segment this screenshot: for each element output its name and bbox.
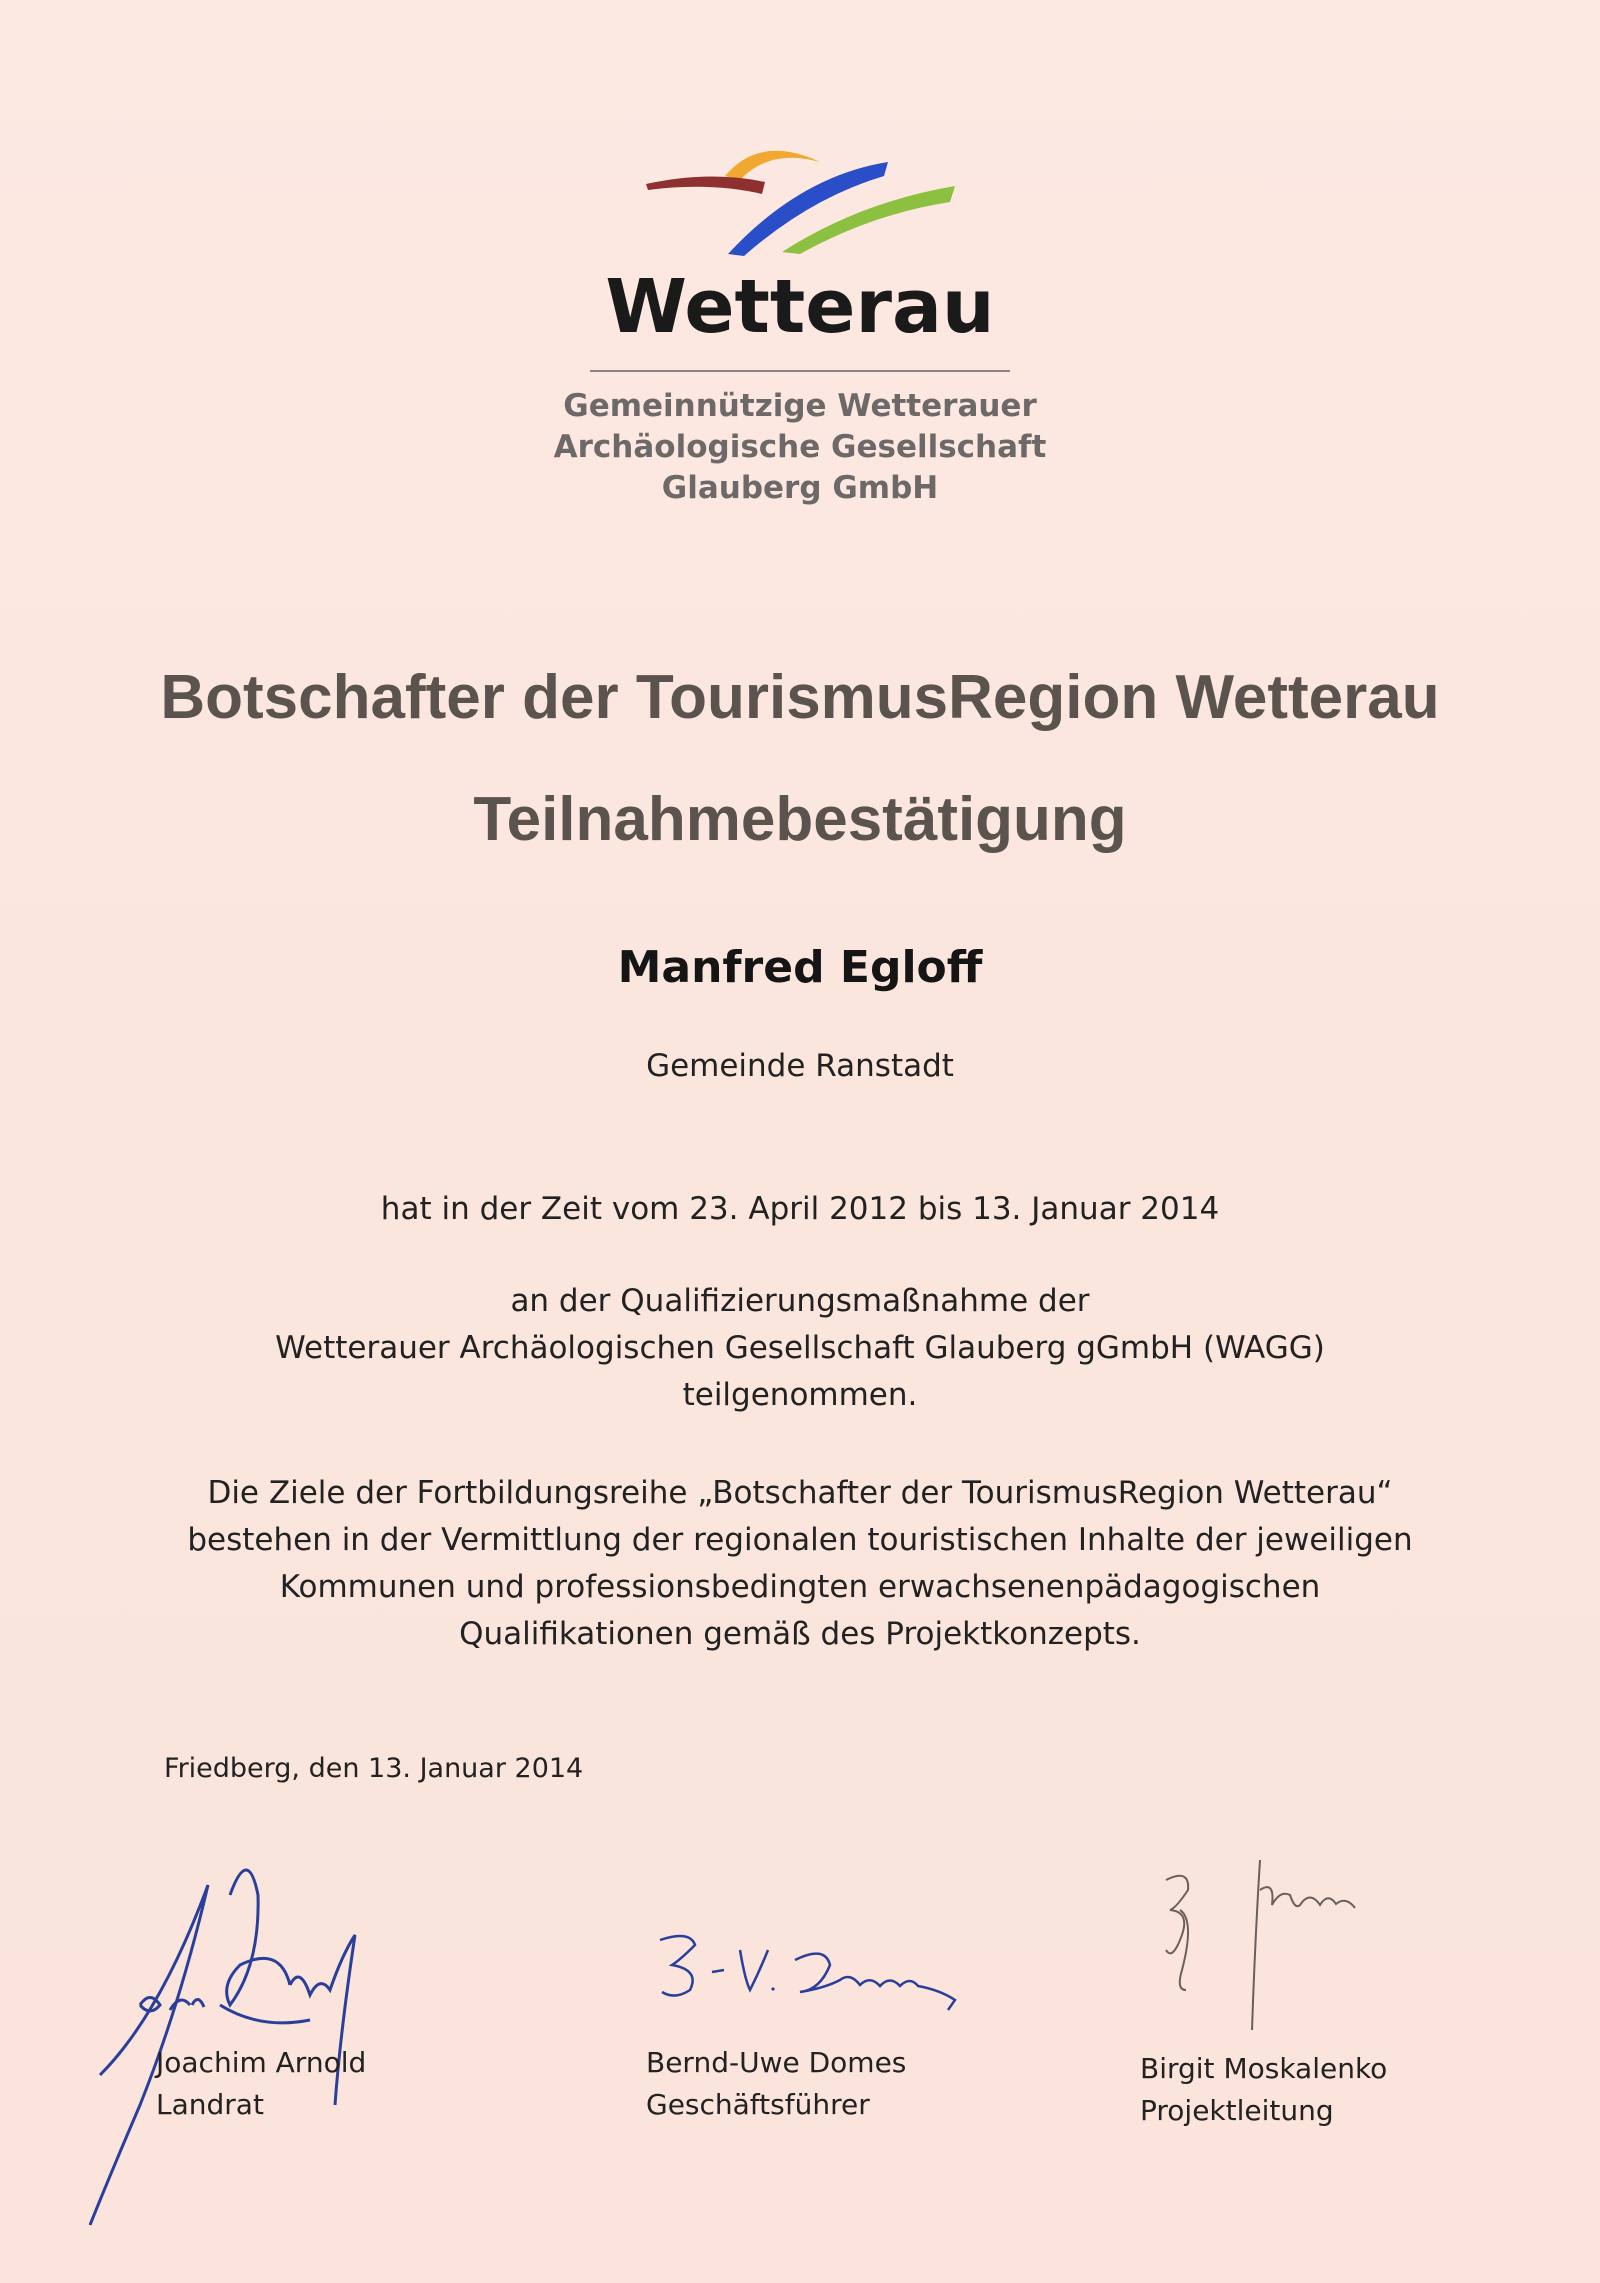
participation-line: Wetterauer Archäologischen Gesellschaft Glauberg gGmbH (WAGG) bbox=[275, 1330, 1325, 1366]
signatory-role: Geschäftsführer bbox=[646, 2088, 870, 2121]
logo-red-swoosh bbox=[646, 176, 765, 194]
goals-line: Kommunen und professionsbedingten erwachsenenpädagogischen bbox=[279, 1569, 1321, 1605]
participation-line: teilgenommen. bbox=[682, 1377, 918, 1413]
participation-line: an der Qualifizierungsmaßnahme der bbox=[510, 1283, 1090, 1319]
recipient-municipality: Gemeinde Ranstadt bbox=[646, 1048, 954, 1084]
participation-paragraph bbox=[0, 1278, 1600, 1419]
signatory-name: Birgit Moskalenko bbox=[1140, 2052, 1388, 2085]
signatory-role: Projektleitung bbox=[1140, 2094, 1334, 2127]
certificate-subtitle: Teilnahmebestätigung bbox=[473, 785, 1127, 854]
signatory-name: Bernd-Uwe Domes bbox=[646, 2046, 907, 2079]
goals-line: Qualifikationen gemäß des Projektkonzepts. bbox=[459, 1616, 1141, 1652]
signatory-role: Landrat bbox=[156, 2088, 264, 2121]
period-paragraph bbox=[0, 1186, 1600, 1233]
organization-name bbox=[0, 386, 1600, 509]
org-line: Gemeinnützige Wetterauer bbox=[563, 388, 1037, 424]
signatory-3 bbox=[1140, 2048, 1387, 2132]
logo-divider bbox=[590, 370, 1010, 372]
certificate-title: Botschafter der TourismusRegion Wetterau bbox=[160, 663, 1440, 732]
goals-line: Die Ziele der Fortbildungsreihe „Botschafter der TourismusRegion Wetterau“ bbox=[207, 1475, 1393, 1511]
org-line: Glauberg GmbH bbox=[661, 470, 939, 506]
wetterau-logo-icon bbox=[640, 140, 970, 260]
goals-paragraph bbox=[0, 1470, 1600, 1658]
logo-wordmark: Wetterau bbox=[605, 264, 995, 350]
signatory-2 bbox=[646, 2042, 906, 2126]
signature-bernd-uwe-domes bbox=[650, 1920, 1010, 2030]
signatory-1 bbox=[156, 2042, 366, 2126]
goals-line: bestehen in der Vermittlung der regionalen touristischen Inhalte der jeweiligen bbox=[187, 1522, 1413, 1558]
signatory-name: Joachim Arnold bbox=[156, 2046, 367, 2079]
place-and-date: Friedberg, den 13. Januar 2014 bbox=[164, 1753, 584, 1784]
org-line: Archäologische Gesellschaft bbox=[553, 429, 1047, 465]
logo-orange-arc bbox=[725, 151, 820, 180]
recipient-name: Manfred Egloff bbox=[617, 942, 983, 993]
period-line: hat in der Zeit vom 23. April 2012 bis 13. Januar 2014 bbox=[380, 1191, 1220, 1227]
signature-birgit-moskalenko bbox=[1150, 1850, 1380, 2030]
